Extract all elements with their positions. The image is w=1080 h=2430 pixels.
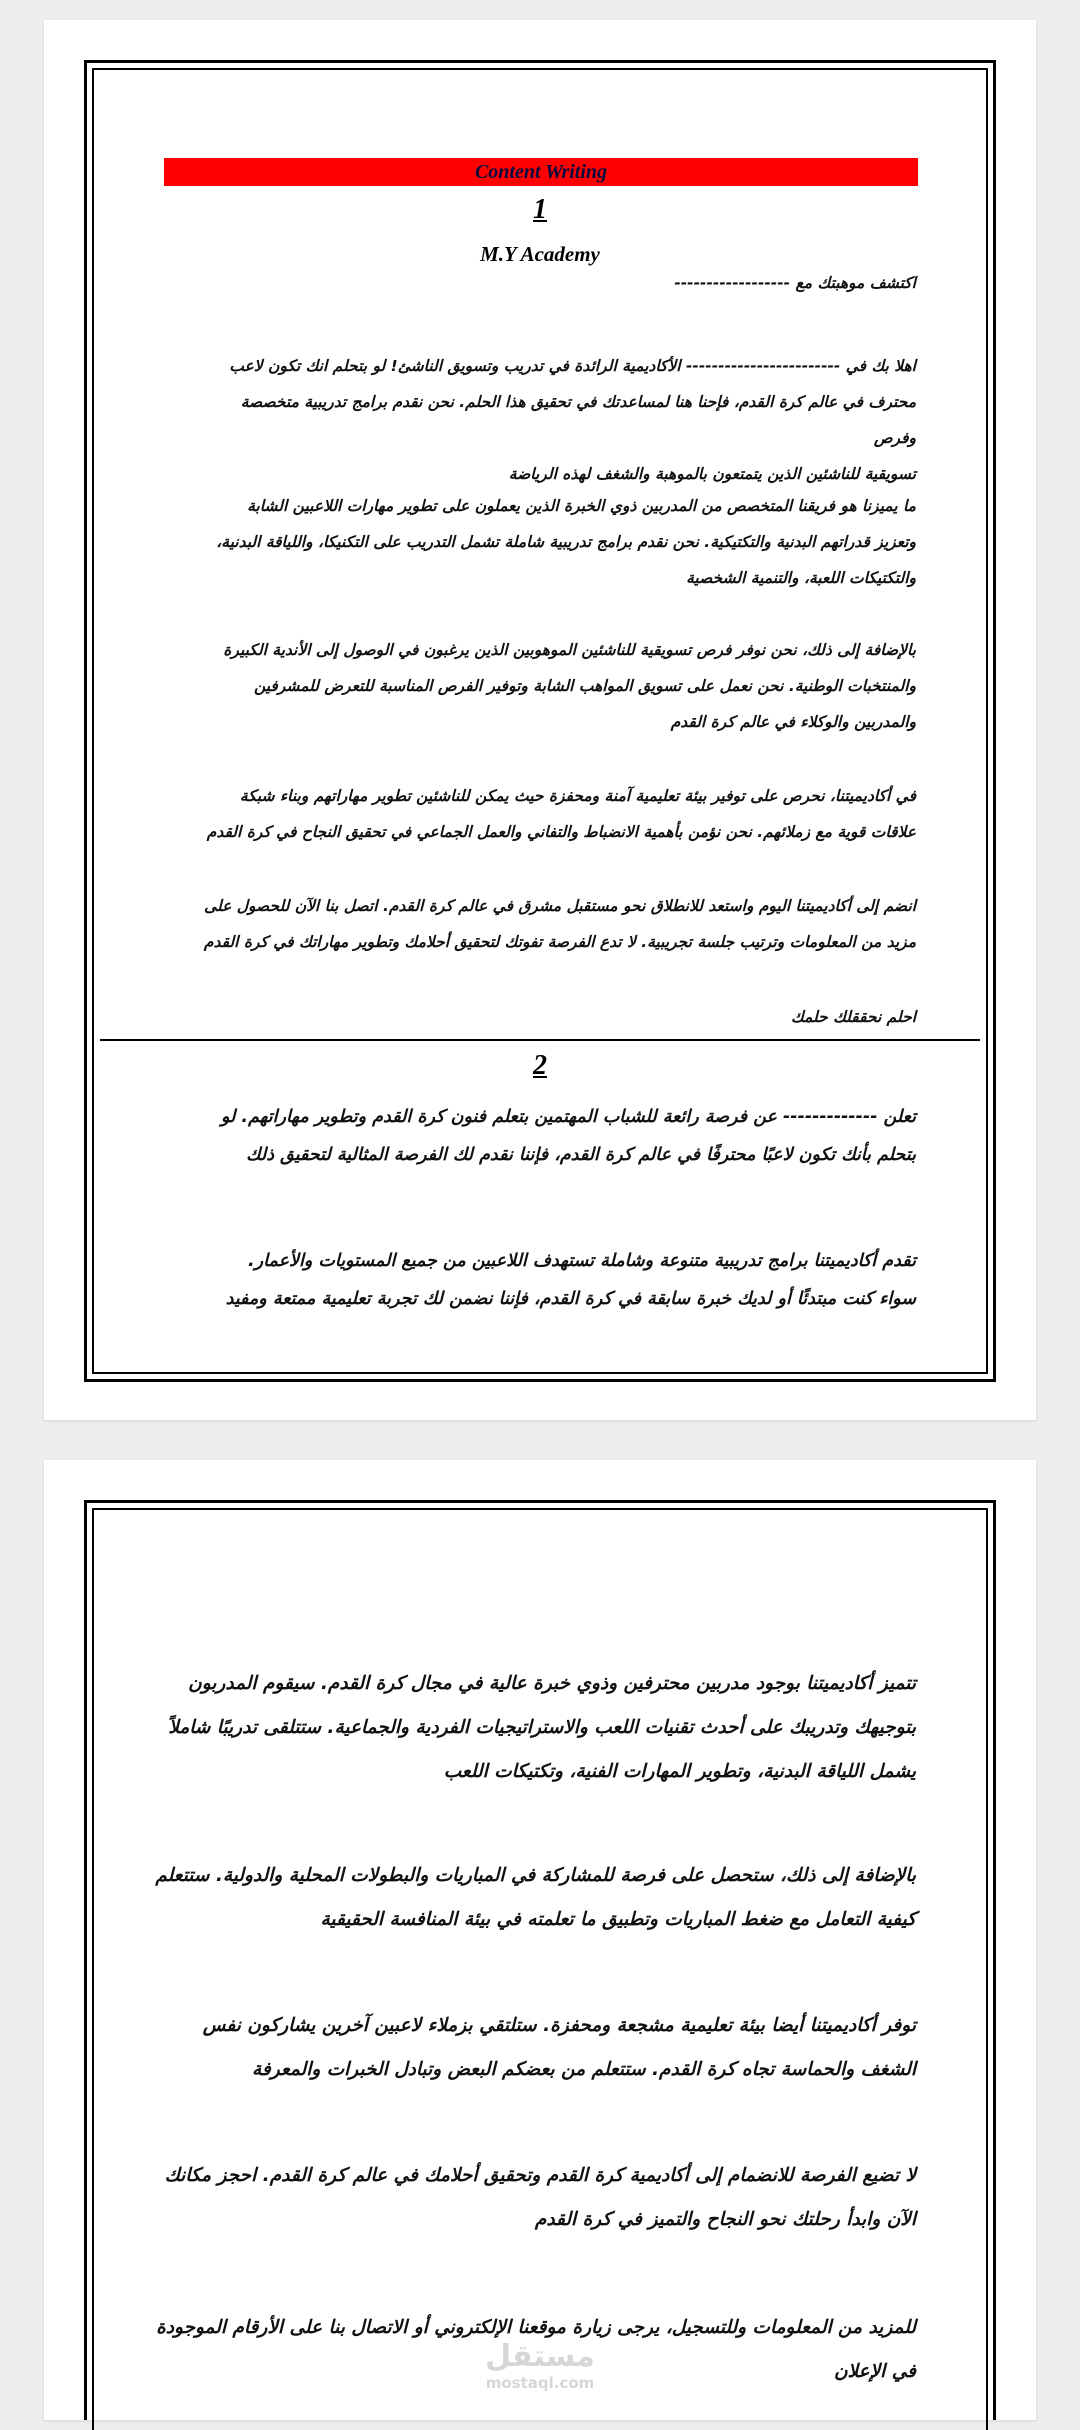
page-border-outer xyxy=(84,60,996,1382)
page2-paragraph-3 xyxy=(146,2004,916,2092)
mostaql-watermark xyxy=(94,2340,986,2392)
page-border-outer xyxy=(84,1500,996,2420)
page-border-inner xyxy=(92,68,988,1374)
paragraph-line: لا تضيع الفرصة للانضمام إلى أكاديمية كرة القدم وتحقيق أحلامك في عالم كرة القدم. احجز مكانك xyxy=(164,2165,916,2186)
closing-line: احلم نحققلك حلمك xyxy=(790,1008,916,1026)
tagline: اكتشف موهبتك مع ------------------ xyxy=(674,274,916,292)
page2-paragraph-1 xyxy=(146,1662,916,1794)
paragraph-line: والمنتخبات الوطنية. نحن نعمل على تسويق المواهب الشابة وتوفير الفرص المناسبة للتعرض للمشرفين xyxy=(253,677,916,695)
paragraph-3 xyxy=(196,632,916,740)
paragraph-line: علاقات قوية مع زملائهم. نحن نؤمن بأهمية الانضباط والتفاني والعمل الجماعي في تحقيق النجاح في كرة القدم xyxy=(206,823,916,841)
section-divider xyxy=(100,1039,980,1041)
watermark-english: mostaql.com xyxy=(485,2374,595,2392)
document-page-2 xyxy=(44,1460,1036,2420)
paragraph-line: بالإضافة إلى ذلك، نحن نوفر فرص تسويقية للناشئين الموهوبين الذين يرغبون في الوصول إلى الأندية الكبيرة xyxy=(223,641,916,659)
paragraph-line: انضم إلى أكاديميتنا اليوم واستعد للانطلاق نحو مستقبل مشرق في عالم كرة القدم. اتصل بنا الآن للحصول على xyxy=(204,897,916,915)
page-border-inner xyxy=(92,1508,988,2430)
paragraph-line: ما يميزنا هو فريقنا المتخصص من المدربين ذوي الخبرة الذين يعملون على تطوير مهارات اللاعبين الشابة xyxy=(247,497,916,515)
content-writing-banner: Content Writing xyxy=(164,158,918,186)
paragraph-line: توفر أكاديميتنا أيضا بيئة تعليمية مشجعة ومحفزة. ستلتقي بزملاء لاعبين آخرين يشاركون نفس xyxy=(202,2015,916,2036)
section-number-1: 1 xyxy=(533,194,547,225)
paragraph-line: يشمل اللياقة البدنية، وتطوير المهارات الفنية، وتكتيكات اللعب xyxy=(443,1761,916,1782)
academy-name: M.Y Academy xyxy=(480,242,600,266)
paragraph-line: الآن وابدأ رحلتك نحو النجاح والتميز في كرة القدم xyxy=(534,2209,916,2230)
paragraph-line: بتحلم بأنك تكون لاعبًا محترفًا في عالم كرة القدم، فإننا نقدم لك الفرصة المثالية لتحقيق ذلك xyxy=(246,1145,916,1165)
watermark-arabic: مستقل xyxy=(485,2339,595,2374)
page2-paragraph-4 xyxy=(146,2154,916,2242)
paragraph-line: في الإعلان xyxy=(833,2361,916,2382)
paragraph-line: كيفية التعامل مع ضغط المباريات وتطبيق ما تعلمته في بيئة المنافسة الحقيقية xyxy=(320,1909,916,1930)
paragraph-line: سواء كنت مبتدئًا أو لديك خبرة سابقة في كرة القدم، فإننا نضمن لك تجربة تعليمية ممتعة ومفيد xyxy=(225,1289,916,1309)
paragraph-5 xyxy=(196,888,916,960)
section2-paragraph-2 xyxy=(156,1242,916,1318)
paragraph-line: والتكتيكات اللعبة، والتنمية الشخصية xyxy=(686,569,916,587)
paragraph-line: تتميز أكاديميتنا بوجود مدربين محترفين وذوي خبرة عالية في مجال كرة القدم. سيقوم المدربون xyxy=(188,1673,916,1694)
section2-paragraph-1 xyxy=(156,1098,916,1174)
section-number-2: 2 xyxy=(533,1050,547,1081)
document-page-1 xyxy=(44,20,1036,1420)
page2-paragraph-2 xyxy=(146,1854,916,1942)
paragraph-4 xyxy=(196,778,916,850)
paragraph-line: في أكاديميتنا، نحرص على توفير بيئة تعليمية آمنة ومحفزة حيث يمكن للناشئين تطوير مهاراتهم وبناء شبكة xyxy=(239,787,916,805)
paragraph-line: بتوجيهك وتدريبك على أحدث تقنيات اللعب والاستراتيجيات الفردية والجماعية. ستتلقى تدريبًا شاملاً xyxy=(168,1717,916,1738)
paragraph-1 xyxy=(196,348,916,492)
paragraph-line: الشغف والحماسة تجاه كرة القدم. ستتعلم من بعضكم البعض وتبادل الخبرات والمعرفة xyxy=(251,2059,916,2080)
paragraph-line: تقدم أكاديميتنا برامج تدريبية متنوعة وشاملة تستهدف اللاعبين من جميع المستويات والأعمار. xyxy=(248,1251,916,1271)
paragraph-line: تعلن ------------- عن فرصة رائعة للشباب المهتمين بتعلم فنون كرة القدم وتطوير مهاراتهم. لو xyxy=(220,1107,916,1127)
paragraph-line: تسويقية للناشئين الذين يتمتعون بالموهبة والشغف لهذه الرياضة xyxy=(508,465,916,483)
paragraph-line: محترف في عالم كرة القدم، فإحنا هنا لمساعدتك في تحقيق هذا الحلم. نحن نقدم برامج تدريبية متخصصة وفرص xyxy=(240,393,916,447)
paragraph-line: بالإضافة إلى ذلك، ستحصل على فرصة للمشاركة في المباريات والبطولات المحلية والدولية. ستتعلم xyxy=(155,1865,916,1886)
paragraph-line: مزيد من المعلومات وترتيب جلسة تجريبية. لا تدع الفرصة تفوتك لتحقيق أحلامك وتطوير مهاراتك في كرة القدم xyxy=(203,933,916,951)
paragraph-line: وتعزيز قدراتهم البدنية والتكتيكية. نحن نقدم برامج تدريبية شاملة تشمل التدريب على التكنيكا، واللياقة البدنية، xyxy=(216,533,916,551)
paragraph-line: اهلا بك في ------------------------ الأكاديمية الرائدة في تدريب وتسويق الناشئ! لو بتحلم انك تكون لاعب xyxy=(229,357,916,375)
paragraph-2 xyxy=(196,488,916,596)
paragraph-line: والمدربين والوكلاء في عالم كرة القدم xyxy=(670,713,916,731)
paragraph-line: للمزيد من المعلومات وللتسجيل، يرجى زيارة موقعنا الإلكتروني أو الاتصال بنا على الأرقام الموجودة xyxy=(156,2317,916,2338)
